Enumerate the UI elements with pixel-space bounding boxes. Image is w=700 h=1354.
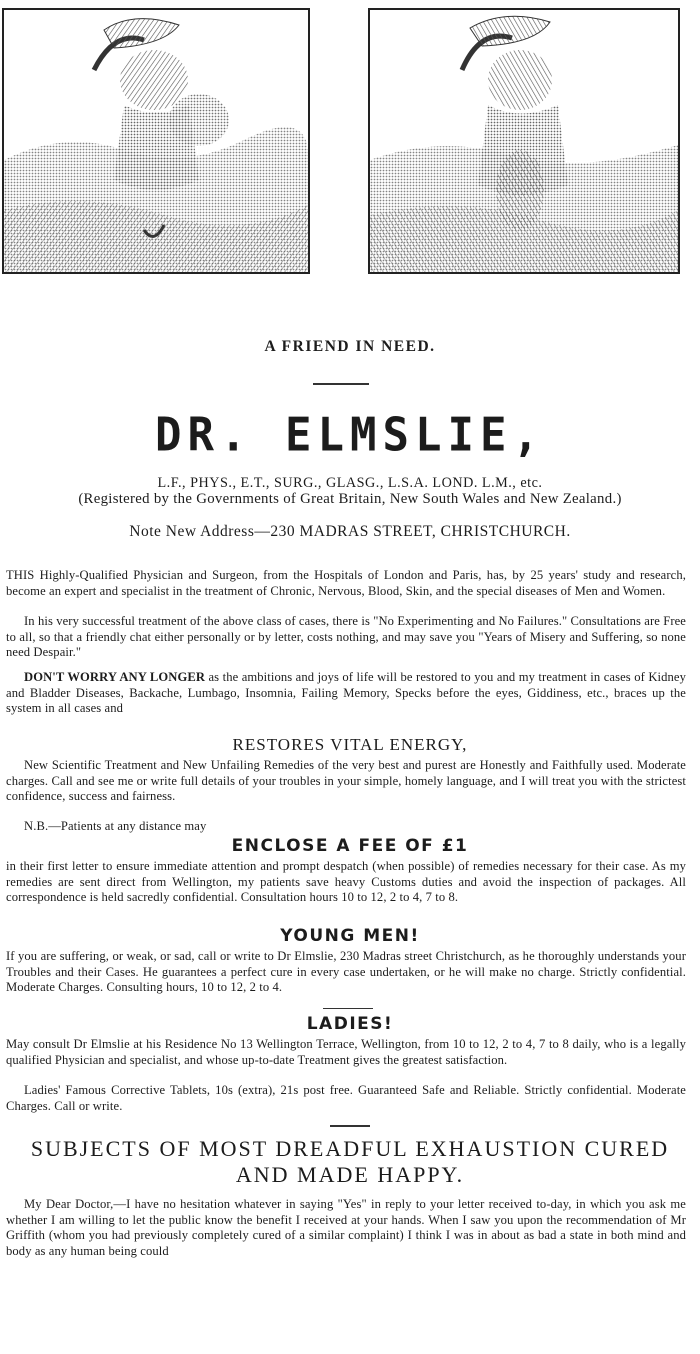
ladies-heading: LADIES! xyxy=(306,1014,394,1034)
young-men-heading: YOUNG MEN! xyxy=(280,926,420,946)
illustration-right xyxy=(368,8,680,274)
young-men-paragraph: If you are suffering, or weak, or sad, call or write to Dr Elmslie, 230 Madras street Christchurch, as he thoroughly understands your Troubles and their Cases. He guarantees a perfect cure in every case undertaken, or he will make no charge. Strictly confidential. Moderate Charges. Consulting hours, 10 to 12, 2 to 4. xyxy=(6,949,686,995)
woman-with-basket-illustration xyxy=(4,10,308,272)
doctor-name: DR. ELMSLIE, xyxy=(155,408,545,463)
worry-lead: DON'T WORRY ANY LONGER xyxy=(24,670,206,684)
illustration-left xyxy=(2,8,310,274)
vital-energy-heading: RESTORES VITAL ENERGY, xyxy=(232,735,468,754)
woman-with-child-illustration xyxy=(370,10,678,272)
divider-rule xyxy=(313,383,369,385)
testimonial-letter: My Dear Doctor,—I have no hesitation whatever in saying "Yes" in reply to your letter received to-day, in which you ask me whether I am willing to let the public know the benefit I received at your hands. When I saw you upon the recommendation of Mr Griffith (whom you had previously completely cured of a similar complaint) I think I was in about as bad a state in both mind and body as any human being could xyxy=(6,1197,686,1258)
subjects-heading: SUBJECTS OF MOST DREADFUL EXHAUSTION CURED AND MADE HAPPY. xyxy=(30,1136,670,1187)
headline: A FRIEND IN NEED. xyxy=(264,338,436,355)
tablets-paragraph: Ladies' Famous Corrective Tablets, 10s (extra), 21s post free. Guaranteed Safe and Reliable. Strictly confidential. Moderate Charges. Call or write. xyxy=(6,1083,686,1113)
worry-text: as the ambitions and joys of life will be restored to you and my treatment in cases of Kidney and Bladder Diseases, Backache, Lumbago, Insomnia, Failing Memory, Specks before the eyes, Giddiness, etc., braces up the system in all cases and xyxy=(6,670,686,716)
ladies-paragraph: May consult Dr Elmslie at his Residence No 13 Wellington Terrace, Wellington, from 10 to 12, 2 to 4, 7 to 8 daily, who is a legally qualified Physician and specialist, and whose up-to-date Treatment gives the greatest satisfaction. xyxy=(6,1037,686,1067)
intro-paragraph: THIS Highly-Qualified Physician and Surgeon, from the Hospitals of London and Paris, has, by 25 years' study and research, become an expert and specialist in the treatment of Chronic, Nervous, Blood, Skin, and the special diseases of Men and Women. xyxy=(6,568,686,598)
worry-paragraph xyxy=(6,670,686,717)
scientific-paragraph: New Scientific Treatment and New Unfailing Remedies of the very best and purest are Honestly and Faithfully used. Moderate charges. Call and see me or write full details of your troubles in your simple, homely language, and I will treat you with the strictest confidence, success and fairness. xyxy=(6,758,686,804)
fee-heading: ENCLOSE A FEE OF £1 xyxy=(231,836,469,856)
divider-rule-small xyxy=(323,1008,373,1009)
success-paragraph: In his very successful treatment of the above class of cases, there is "No Experimenting and No Failures." Consultations are Free to all, so that a friendly chat either personally or by letter, costs nothing, and may save you "Years of Misery and Suffering, so none need Despair." xyxy=(6,614,686,660)
address: Note New Address—230 MADRAS STREET, CHRISTCHURCH. xyxy=(129,523,571,540)
divider-rule-small-2 xyxy=(330,1125,370,1127)
nb-paragraph: N.B.—Patients at any distance may xyxy=(24,819,207,833)
registration-note: (Registered by the Governments of Great Britain, New South Wales and New Zealand.) xyxy=(78,491,622,507)
fee-paragraph: in their first letter to ensure immediate attention and prompt despatch (when possible) of remedies necessary for their case. As my remedies are sent direct from Wellington, my patients save heavy Customs duties and avoid the inspection of packages. All correspondence is held sacredly confidential. Consultation hours 10 to 12, 2 to 4, 7 to 8. xyxy=(6,859,686,905)
qualifications: L.F., PHYS., E.T., SURG., GLASG., L.S.A. LOND. L.M., etc. xyxy=(157,475,543,491)
